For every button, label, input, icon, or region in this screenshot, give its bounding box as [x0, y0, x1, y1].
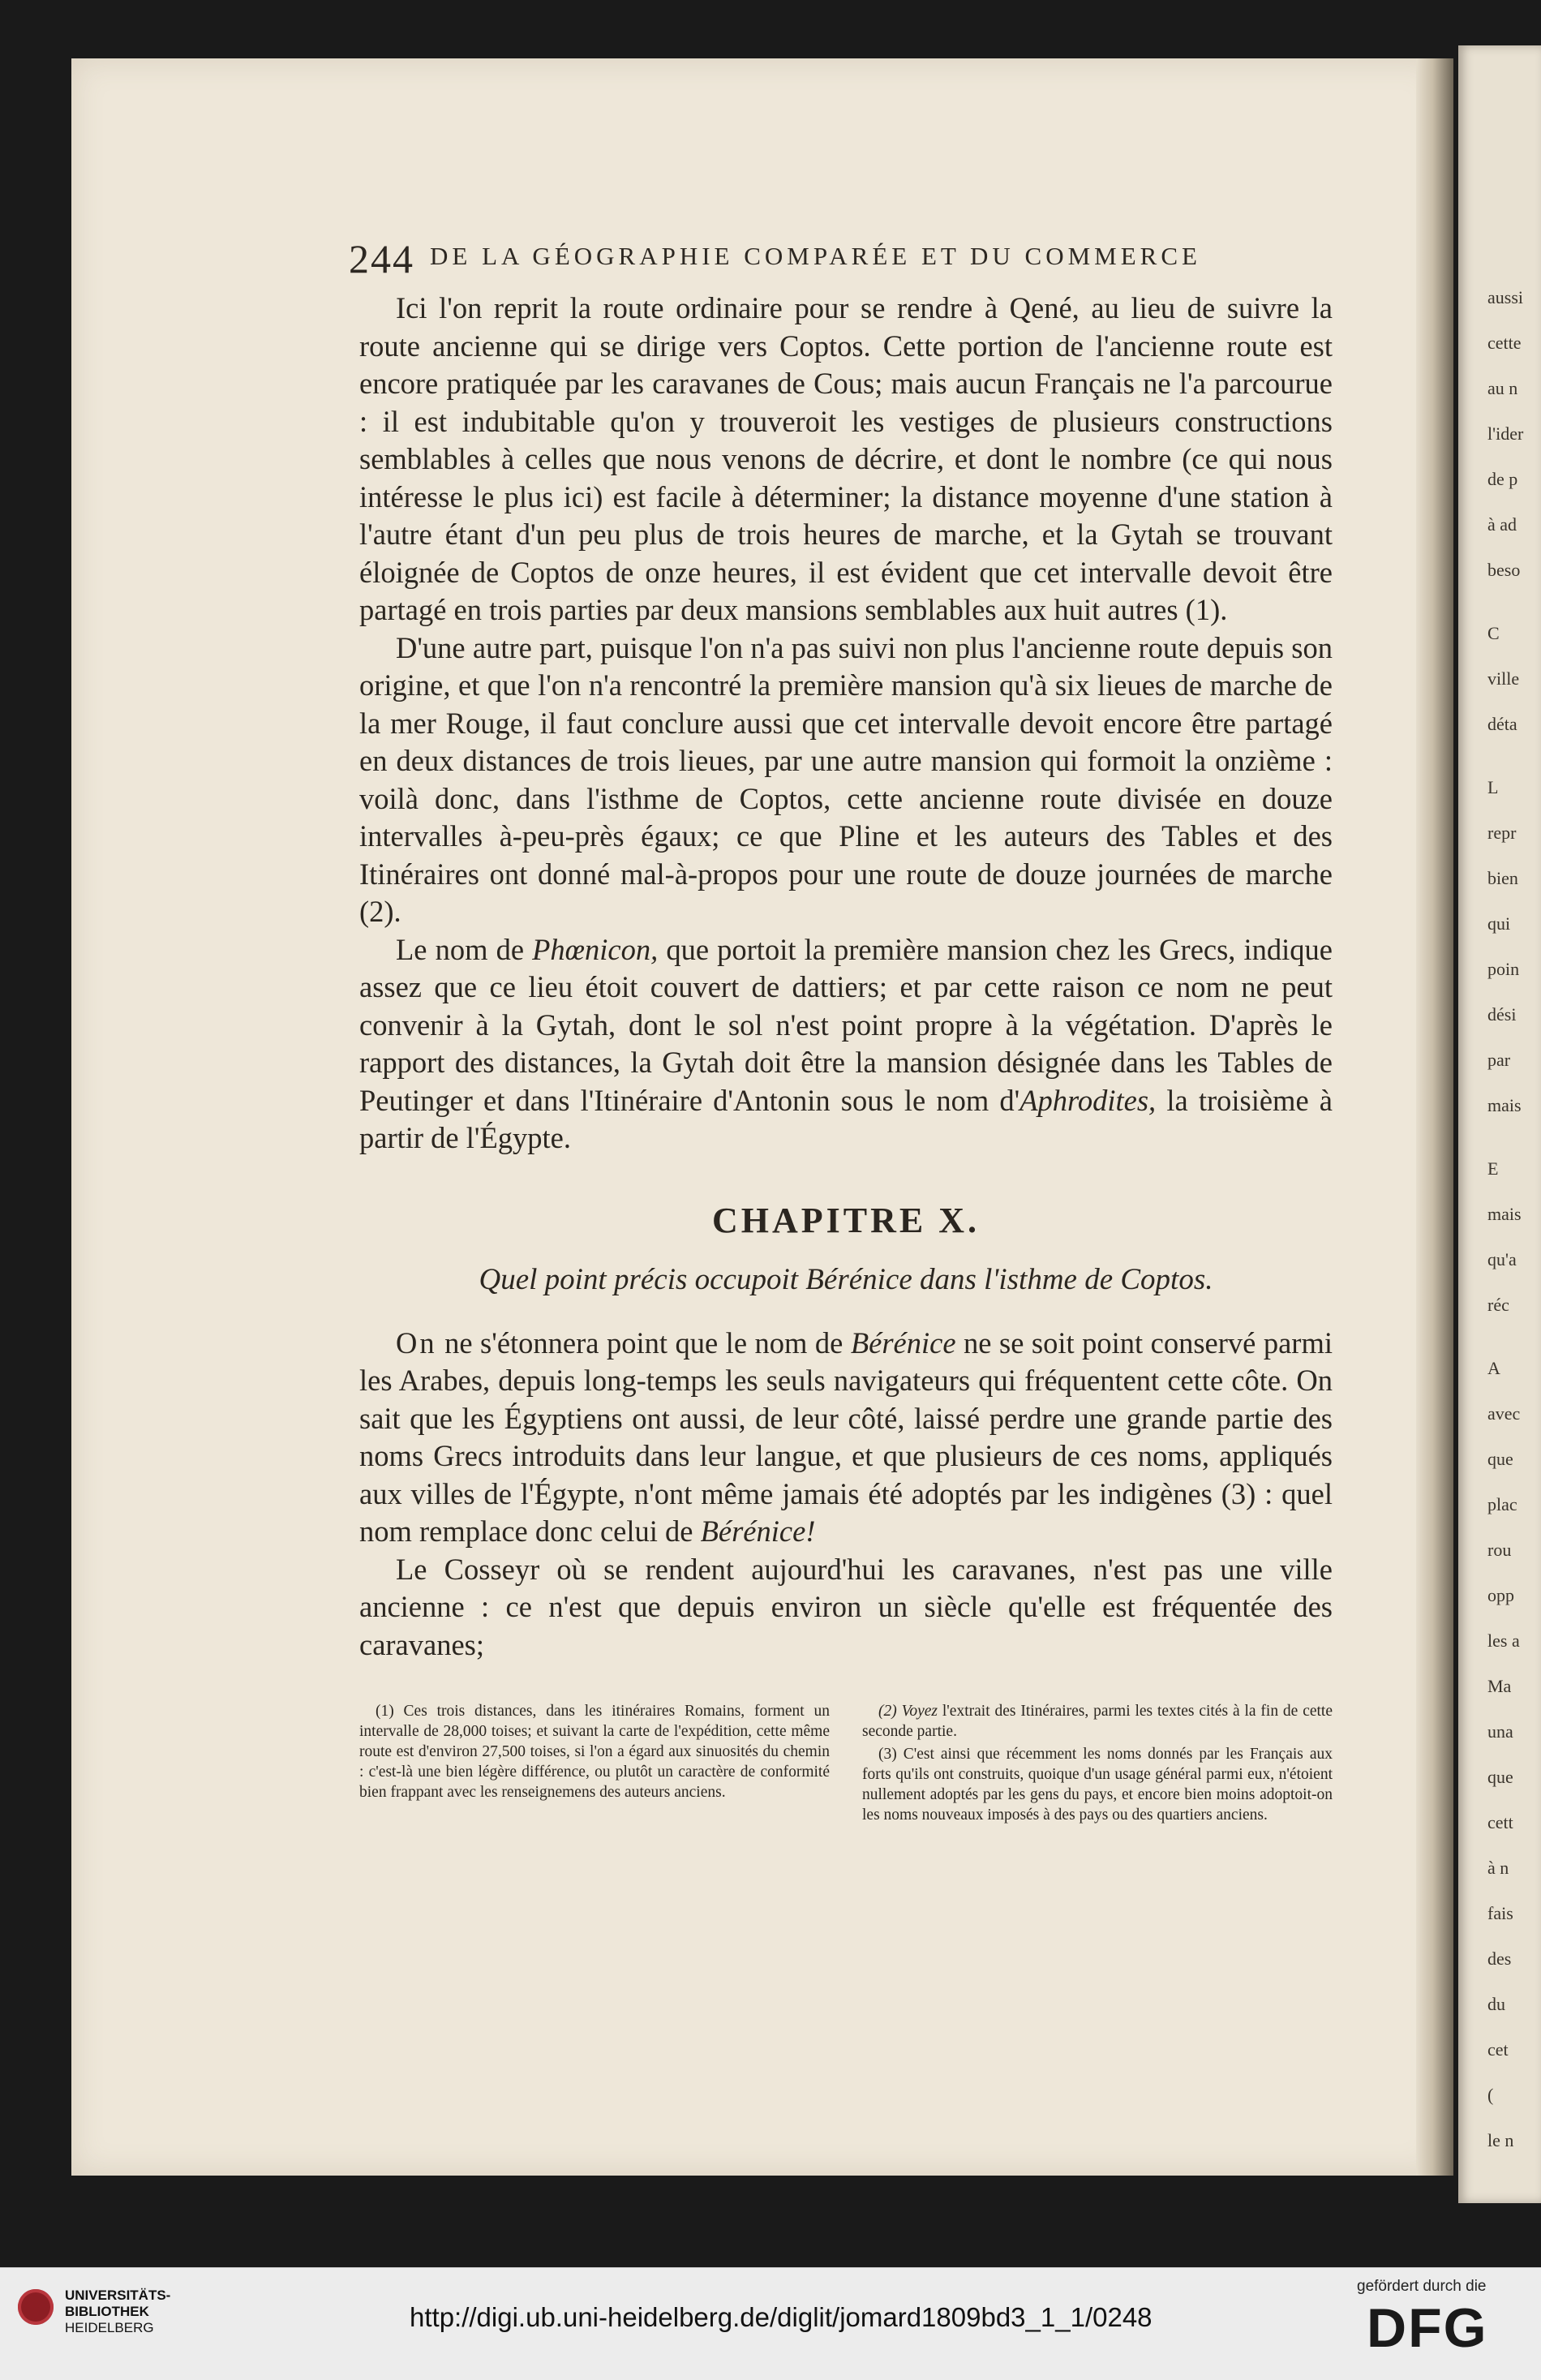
paragraph-2: D'une autre part, puisque l'on n'a pas suivi non plus l'ancienne route depuis son origine, et que l'on n'a rencontré la première mansion qu'à six lieues de marche de la mer Rouge, il faut conclure aussi que cet intervalle devoit encore être partagé en deux distances de trois lieues, par une autre mansion qui formoit la onzième : voilà donc, dans l'isthme de Coptos, cette ancienne route divisée en douze intervalles à-peu-près égaux; ce que Pline et les auteurs des Tables et des Itinéraires ont donné mal-à-propos pour une route de douze journées de marche (2).: [359, 630, 1333, 928]
facing-page-fragment: poin: [1487, 959, 1520, 979]
footnote-2-voyez: (2) Voyez: [878, 1703, 938, 1720]
viewer-footer: [0, 2267, 1541, 2380]
facing-page-fragment: bien: [1487, 868, 1518, 888]
paragraph-3: [359, 931, 1333, 1158]
facing-page-fragment: du: [1487, 1994, 1505, 2014]
facing-page-fragment: dési: [1487, 1004, 1517, 1025]
institution-name-line-1: UNIVERSITÄTS-: [65, 2288, 171, 2303]
facing-page-fragment: le n: [1487, 2130, 1514, 2150]
chapter-subtitle: Quel point précis occupoit Bérénice dans l'isthme de Coptos.: [479, 1262, 1213, 1296]
facing-page-fragment: avec: [1487, 1403, 1521, 1424]
main-text: [359, 290, 1333, 1664]
facing-page-fragment: mais: [1487, 1095, 1522, 1115]
institution-name-line-3: HEIDELBERG: [65, 2320, 154, 2335]
dfg-logo: DFG: [1367, 2297, 1488, 2359]
facing-page-fragment: qui: [1487, 913, 1511, 934]
paragraph-5: Le Cosseyr où se rendent aujourd'hui les caravanes, n'est pas une ville ancienne : ce n'est que depuis environ un siècle qu'elle est fréquentée des caravanes;: [359, 1552, 1333, 1661]
page-number: 244: [349, 236, 414, 281]
facing-page-fragment: à ad: [1487, 514, 1517, 535]
facing-page-fragment: l'ider: [1487, 423, 1524, 444]
facing-page-fragment: que: [1487, 1767, 1513, 1787]
page-header: [349, 235, 1354, 284]
facing-page-fragment: à n: [1487, 1858, 1509, 1878]
footnote-2: [862, 1701, 1333, 1742]
paragraph-4: [359, 1325, 1333, 1551]
paragraph-3-text-b: que portoit la première mansion chez les Grecs, indique assez que ce lieu étoit couvert de dattiers; et par cette raison ce nom ne peut convenir à la Gytah, dont le sol n'est point propre à la végétation. D'après le rapport des distances, la Gytah doit être la mansion désignée dans les Tables de Peutinger et dans l'Itinéraire d'Antonin sous le nom d': [359, 932, 1333, 1117]
facing-page-fragment: Ma: [1487, 1676, 1512, 1696]
facing-page-fragment: de p: [1487, 469, 1518, 489]
paragraph-4-opening: On: [396, 1325, 437, 1360]
footnote-1: (1) Ces trois distances, dans les itinéraires Romains, forment un intervalle de 28,000 toises; et suivant la carte de l'expédition, cette même route est d'environ 27,500 toises, si l'on a égard aux sinuosités du chemin : c'est-là une bien légère différence, ou plutôt un caractère de conformité bien frappant avec les renseignemens des auteurs anciens.: [359, 1703, 830, 1801]
facing-page-fragment: ville: [1487, 668, 1520, 689]
footnotes-right-column: [862, 1701, 1333, 1828]
university-seal-icon: [18, 2289, 54, 2325]
facing-page-fragment: cette: [1487, 333, 1522, 353]
facing-page-fragment: opp: [1487, 1585, 1514, 1605]
facing-page-fragment: A: [1487, 1358, 1500, 1378]
source-url-link[interactable]: http://digi.ub.uni-heidelberg.de/diglit/jomard1809bd3_1_1/0248: [410, 2302, 1153, 2332]
facing-page-fragment: qu'a: [1487, 1249, 1517, 1269]
facing-page-edge: [1458, 45, 1541, 2203]
footnote-2-text: l'extrait des Itinéraires, parmi les textes cités à la fin de cette seconde partie.: [862, 1703, 1333, 1740]
facing-page-fragment: cet: [1487, 2039, 1509, 2060]
paragraph-3-text-a: Le nom de: [396, 932, 533, 966]
chapter-heading: CHAPITRE X.: [711, 1200, 981, 1240]
facing-page-fragment: una: [1487, 1721, 1513, 1742]
footnotes-left-column: [359, 1701, 830, 1805]
paragraph-3-text-c: la troisième à partir de l'Égypte.: [359, 1083, 1333, 1154]
facing-page-fragment: aussi: [1487, 287, 1523, 307]
facing-page-fragment: des: [1487, 1948, 1512, 1969]
funder-credit[interactable]: [1350, 2278, 1537, 2374]
facing-page-fragment: réc: [1487, 1295, 1509, 1315]
facing-page-fragment: repr: [1487, 823, 1517, 843]
facing-page-fragment: cett: [1487, 1812, 1513, 1832]
berenice-term-2: Bérénice!: [700, 1514, 816, 1548]
facing-page-fragment: mais: [1487, 1204, 1522, 1224]
phoenicon-term: Phœnicon,: [532, 932, 659, 966]
footnote-3: (3) C'est ainsi que récemment les noms donnés par les Français aux forts qu'ils ont construits, quoique d'un usage général parmi eux, n'étoient nullement adoptés par les gens du pays, et encore bien moins adoptoit-on les noms nouveaux imposés à des pays ou des quartiers anciens.: [862, 1746, 1333, 1824]
facing-page-fragment: que: [1487, 1449, 1513, 1469]
facing-page-fragment: déta: [1487, 714, 1517, 734]
paragraph-4-text-a: ne s'étonnera point que le nom de: [436, 1325, 851, 1360]
facing-page-fragment: fais: [1487, 1903, 1513, 1923]
aphrodites-term: Aphrodites,: [1019, 1083, 1157, 1117]
facing-page-fragment: beso: [1487, 560, 1521, 580]
facing-page-fragment: les a: [1487, 1630, 1520, 1651]
facing-page-fragment: C: [1487, 623, 1500, 643]
facing-page-fragment: au n: [1487, 378, 1518, 398]
institution-name-line-2: BIBLIOTHEK: [65, 2304, 149, 2319]
paragraph-1: Ici l'on reprit la route ordinaire pour se rendre à Qené, au lieu de suivre la route ancienne qui se dirige vers Coptos. Cette portion de l'ancienne route est encore pratiquée par les caravanes de Cous; mais aucun Français ne l'a parcourue : il est indubitable qu'on y trouveroit les vestiges de plusieurs constructions semblables à celles que nous venons de décrire, et dont le nombre (ce qui nous intéresse le plus ici) est facile à déterminer; la distance moyenne d'une station à l'autre étant d'un peu plus de trois heures de marche, et la Gytah se trouvant éloignée de Coptos de onze heures, il est évident que cet intervalle devoit être partagé en trois parties par deux mansions semblables aux huit autres (1).: [359, 291, 1333, 626]
paragraph-4-text-b: ne se soit point conservé parmi les Arabes, depuis long-temps les seuls navigateurs qui fréquentent cette côte. On sait que les Égyptiens ont aussi, de leur côté, laissé perdre une grande partie des noms Grecs introduits dans leur langue, et que plusieurs de ces noms, appliqués aux villes de l'Égypte, n'ont même jamais été adoptés par les indigènes (3) : quel nom remplace donc celui de: [359, 1325, 1333, 1548]
berenice-term: Bérénice: [850, 1325, 956, 1360]
facing-page-fragment: rou: [1487, 1540, 1512, 1560]
facing-page-fragment: plac: [1487, 1494, 1517, 1514]
facing-page-fragment: L: [1487, 777, 1499, 797]
funder-label: gefördert durch die: [1357, 2278, 1487, 2295]
book-gutter: [1416, 58, 1453, 2176]
facing-page-fragment: (: [1487, 2085, 1494, 2105]
running-head: DE LA GÉOGRAPHIE COMPARÉE ET DU COMMERCE: [430, 242, 1201, 270]
facing-page-fragment: par: [1487, 1050, 1511, 1070]
facing-page-fragment: E: [1487, 1158, 1499, 1179]
university-library-logo[interactable]: [18, 2284, 196, 2365]
